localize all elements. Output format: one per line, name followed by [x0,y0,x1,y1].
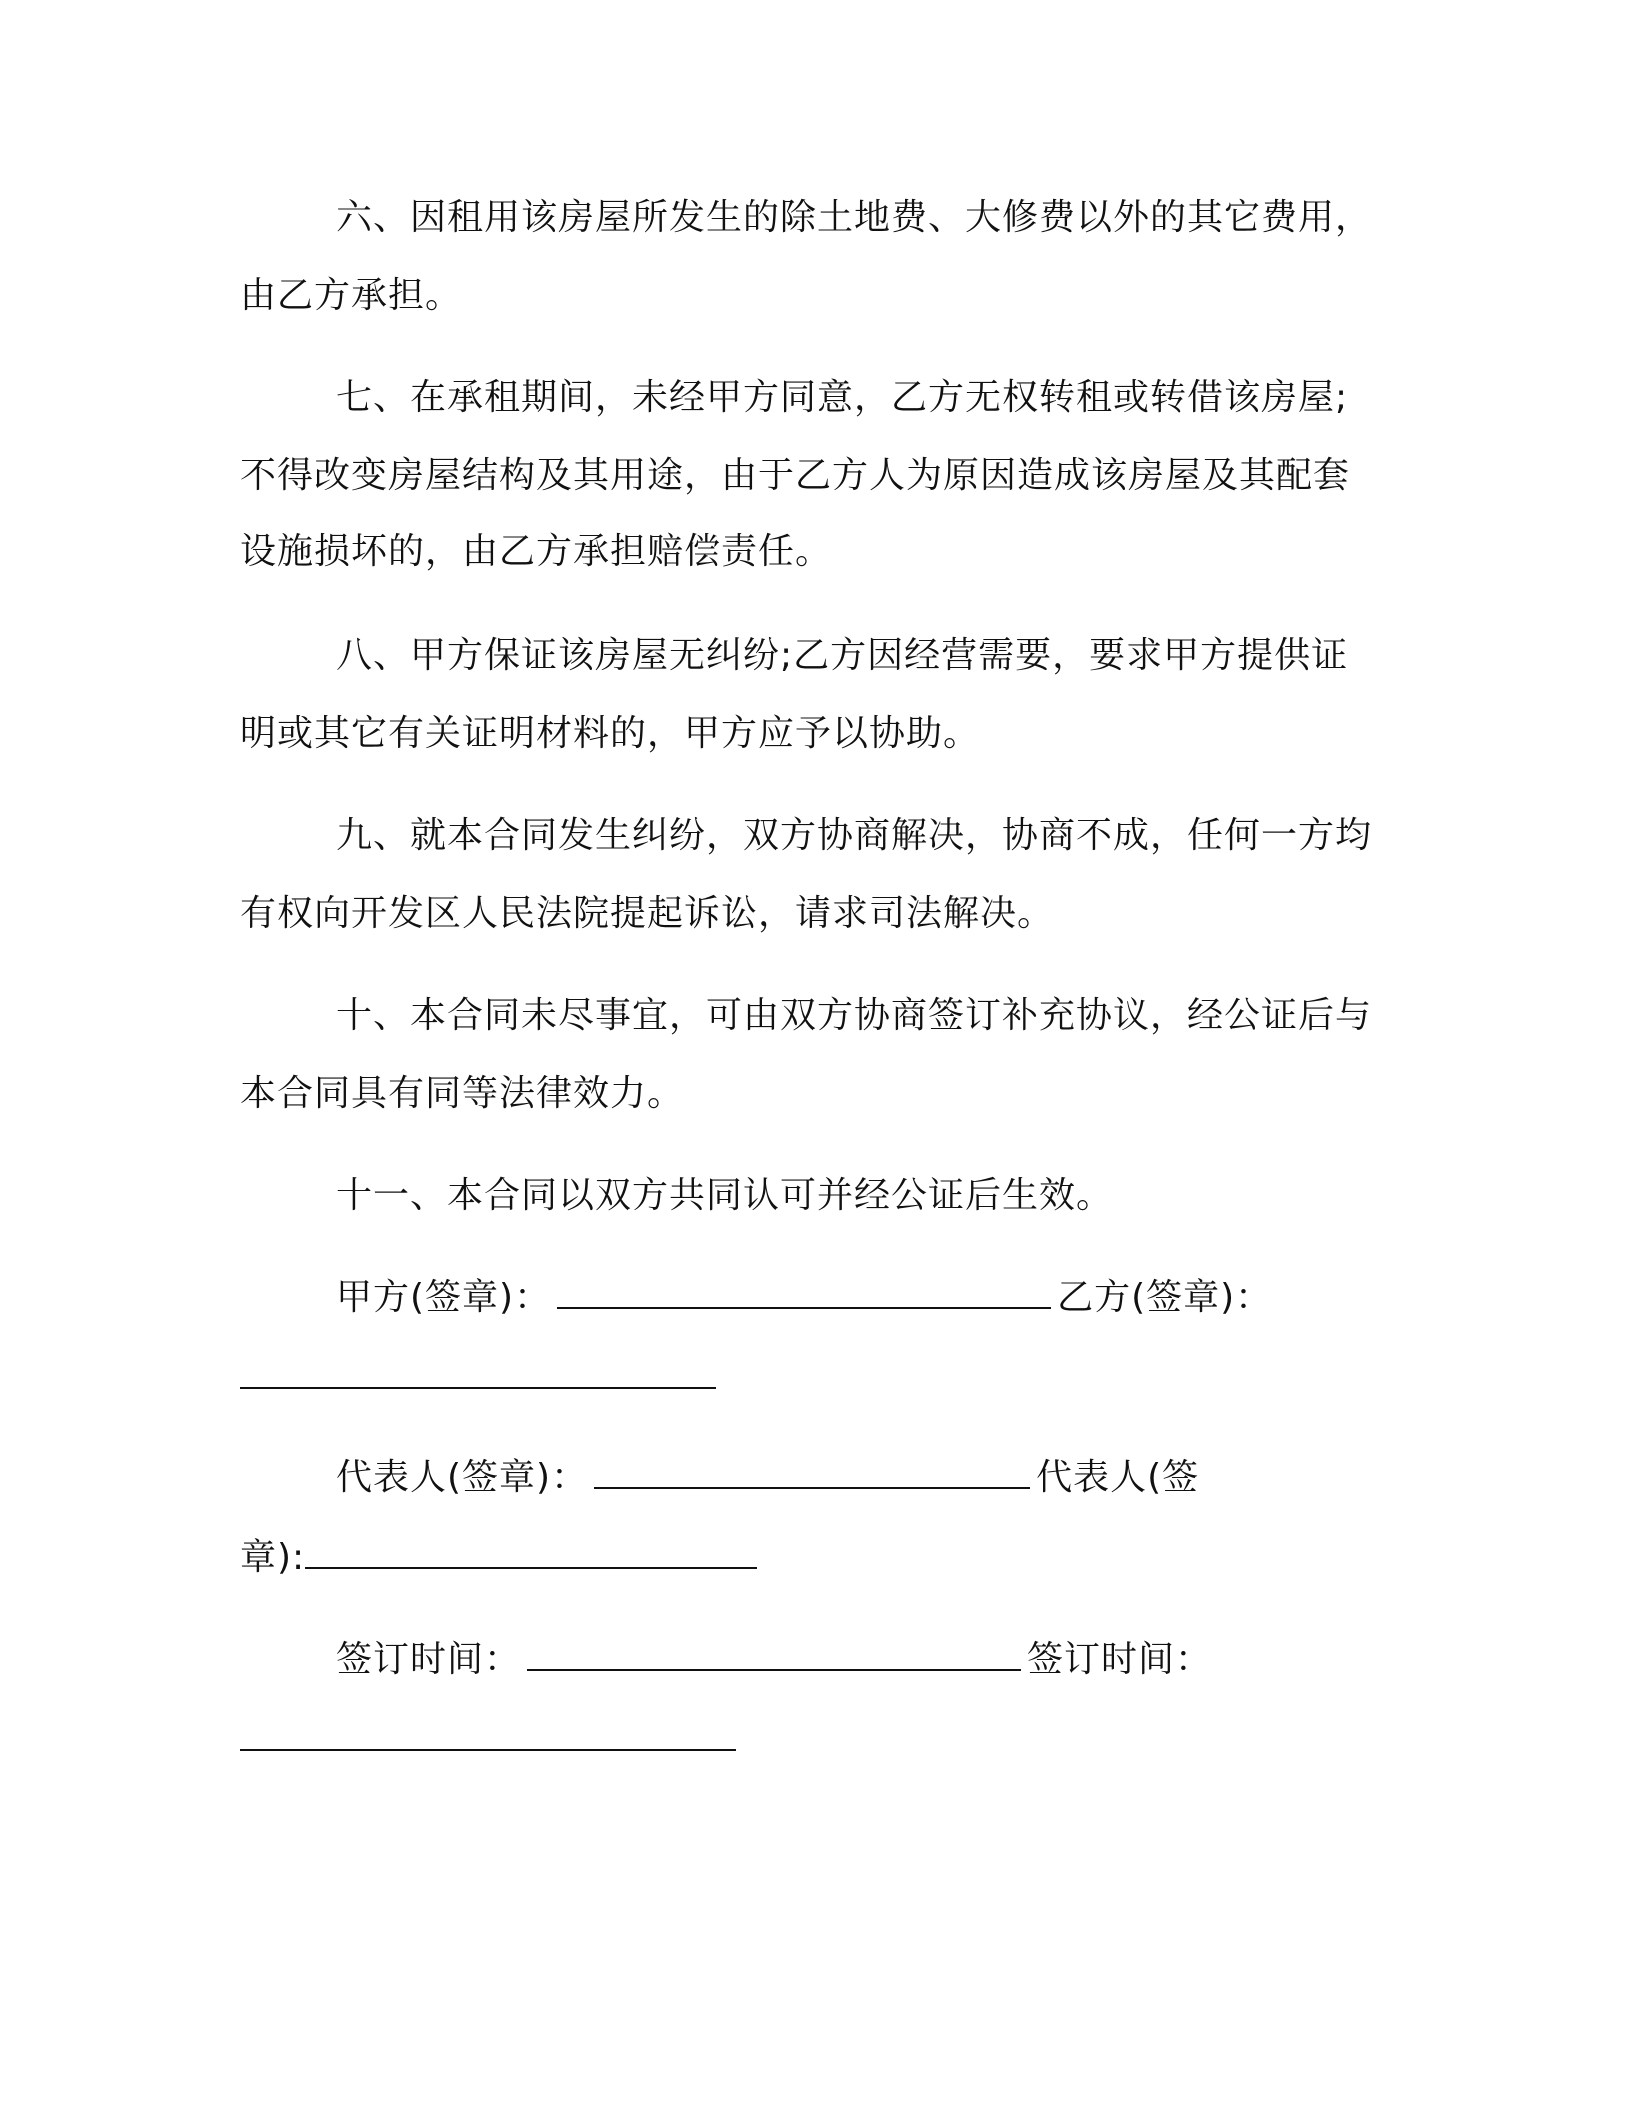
party-a-signature-blank[interactable] [557,1277,1051,1309]
clause-10-line-2: 本合同具有同等法律效力。 [240,1073,685,1114]
clause-8-line-2: 明或其它有关证明材料的，甲方应予以协助。 [240,713,981,754]
clause-10-line-1: 十、本合同未尽事宜，可由双方协商签订补充协议，经公证后与 [336,995,1373,1036]
rep-b-signature-label-part2: 章): [240,1537,306,1578]
clause-8-line-1: 八、甲方保证该房屋无纠纷;乙方因经营需要，要求甲方提供证 [336,635,1349,676]
rep-a-signature-blank[interactable] [594,1457,1030,1489]
clause-6-line-2: 由乙方承担。 [240,275,463,316]
clause-7-line-3: 设施损坏的，由乙方承担赔偿责任。 [240,531,833,572]
signature-row-representative-cont [240,1536,763,1580]
clause-7-line-1: 七、在承租期间，未经甲方同意，乙方无权转租或转借该房屋; [336,377,1349,418]
signature-row-date-cont [240,1718,742,1762]
date-b-blank[interactable] [240,1719,736,1751]
signature-row-party [336,1276,1272,1320]
party-a-signature-label: 甲方(签章)： [336,1277,552,1318]
signature-row-representative [336,1456,1199,1500]
party-b-signature-label: 乙方(签章)： [1057,1277,1273,1318]
date-a-blank[interactable] [527,1639,1021,1671]
rep-b-signature-blank[interactable] [305,1537,757,1569]
date-b-label: 签订时间： [1027,1639,1213,1680]
rep-b-signature-label-part1: 代表人(签 [1036,1457,1200,1498]
signature-row-party-cont [240,1356,722,1400]
rep-a-signature-label: 代表人(签章)： [336,1457,589,1498]
clause-7-line-2: 不得改变房屋结构及其用途，由于乙方人为原因造成该房屋及其配套 [240,455,1351,496]
clause-6-line-1: 六、因租用该房屋所发生的除土地费、大修费以外的其它费用， [336,197,1373,238]
clause-9-line-1: 九、就本合同发生纠纷，双方协商解决，协商不成，任何一方均 [336,815,1373,856]
party-b-signature-blank[interactable] [240,1357,716,1389]
signature-row-date [336,1638,1212,1682]
date-a-label: 签订时间： [336,1639,522,1680]
clause-11-line-1: 十一、本合同以双方共同认可并经公证后生效。 [336,1175,1114,1216]
clause-9-line-2: 有权向开发区人民法院提起诉讼，请求司法解决。 [240,893,1055,934]
